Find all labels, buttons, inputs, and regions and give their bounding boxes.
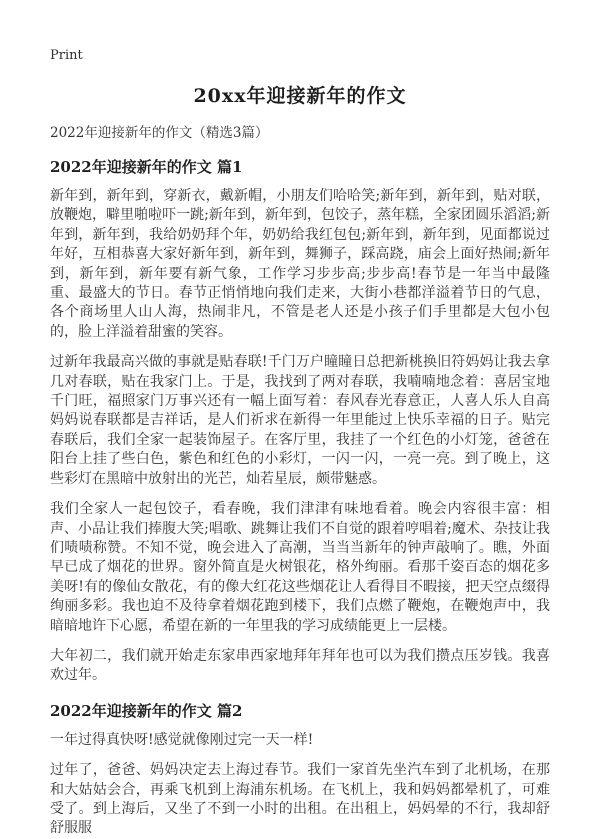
paragraph: 过年了，爸爸、妈妈决定去上海过春节。我们一家首先坐汽车到了北机场，在那和大姑姑会合，再乘飞机到上海浦东机场。在飞机上，我和妈妈都晕机了，可难受了。到上海后，又坐了不到一小时的出租。在出租上，妈妈晕的不行，我却舒舒服服 (50, 762, 550, 837)
paragraph: 大年初二，我们就开始走东家串西家地拜年拜年也可以为我们攒点压岁钱。我喜欢过年。 (50, 647, 550, 684)
page-title: 20xx年迎接新年的作文 (193, 85, 407, 107)
section-heading-part2: 2022年迎接新年的作文 篇2 (50, 701, 243, 720)
paragraph: 过新年我最高兴做的事就是贴春联!千门万户瞳瞳日总把新桃换旧符妈妈让我去拿几对春联，贴在我家门上。于是，我找到了两对春联，我喃喃地念着：喜居宝地千门旺，福照家门万事兴还有一幅上面写着：春风春光春意正，人喜人乐人自高妈妈说春联都是吉祥话，是人们祈求在新得一年里能过上快乐幸福的日子。贴完春联后，我们全家一起装饰屋子。在客厅里，我挂了一个红色的小灯笼，爸爸在阳台上挂了些白色，紫色和红色的小彩灯，一闪一闪，一亮一亮。到了晚上，这些彩灯在黑暗中放射出的光芒，灿若星辰，颇带魅惑。 (50, 354, 550, 487)
paragraph: 我们全家人一起包饺子，看春晚，我们津津有味地看着。晚会内容很丰富：相声、小品让我们捧腹大笑;唱歌、跳舞让我们不自觉的跟着哼唱着;魔术、杂技让我们啧啧称赞。不知不觉，晚会进入了高潮，当当当新年的钟声敲响了。瞧，外面早已成了烟花的世界。窗外简直是火树银花，格外绚丽。看那千姿百态的烟花多美呀!有的像仙女散花，有的像大红花这些烟花让人看得目不暇接，把天空点缀得绚丽多彩。我也迫不及待拿着烟花跑到楼下，我们点燃了鞭炮，在鞭炮声中，我暗暗地许下心愿，希望在新的一年里我的学习成绩能更上一层楼。 (50, 501, 550, 634)
section-heading-part1: 2022年迎接新年的作文 篇1 (50, 158, 243, 176)
document-subtitle: 2022年迎接新年的作文（精选3篇） (50, 125, 269, 141)
print-button[interactable]: Print (50, 48, 83, 63)
paragraph: 新年到，新年到，穿新衣，戴新帽，小朋友们哈哈笑;新年到，新年到，贴对联，放鞭炮，噼里啪啦吓一跳;新年到，新年到，包饺子，蒸年糕，全家团圆乐滔滔;新年到，新年到，我给奶奶拜个年，奶奶给我红包包;新年到，新年到，见面都说过年好，互相恭喜大家好新年到，新年到，舞狮子，踩高跷，庙会上面好热闹;新年到，新年到，新年要有新气象，工作学习步步高;步步高!春节是一年当中最隆重、最盛大的节日。春节正悄悄地向我们走来，大街小巷都洋溢着节日的气息，各个商场里人山人海，热闹非凡，不管是老人还是小孩子们手里都是大包小包的，脸上洋溢着甜蜜的笑容。 (50, 188, 550, 340)
paragraph: 一年过得真快呀!感觉就像刚过完一天一样! (50, 731, 314, 748)
